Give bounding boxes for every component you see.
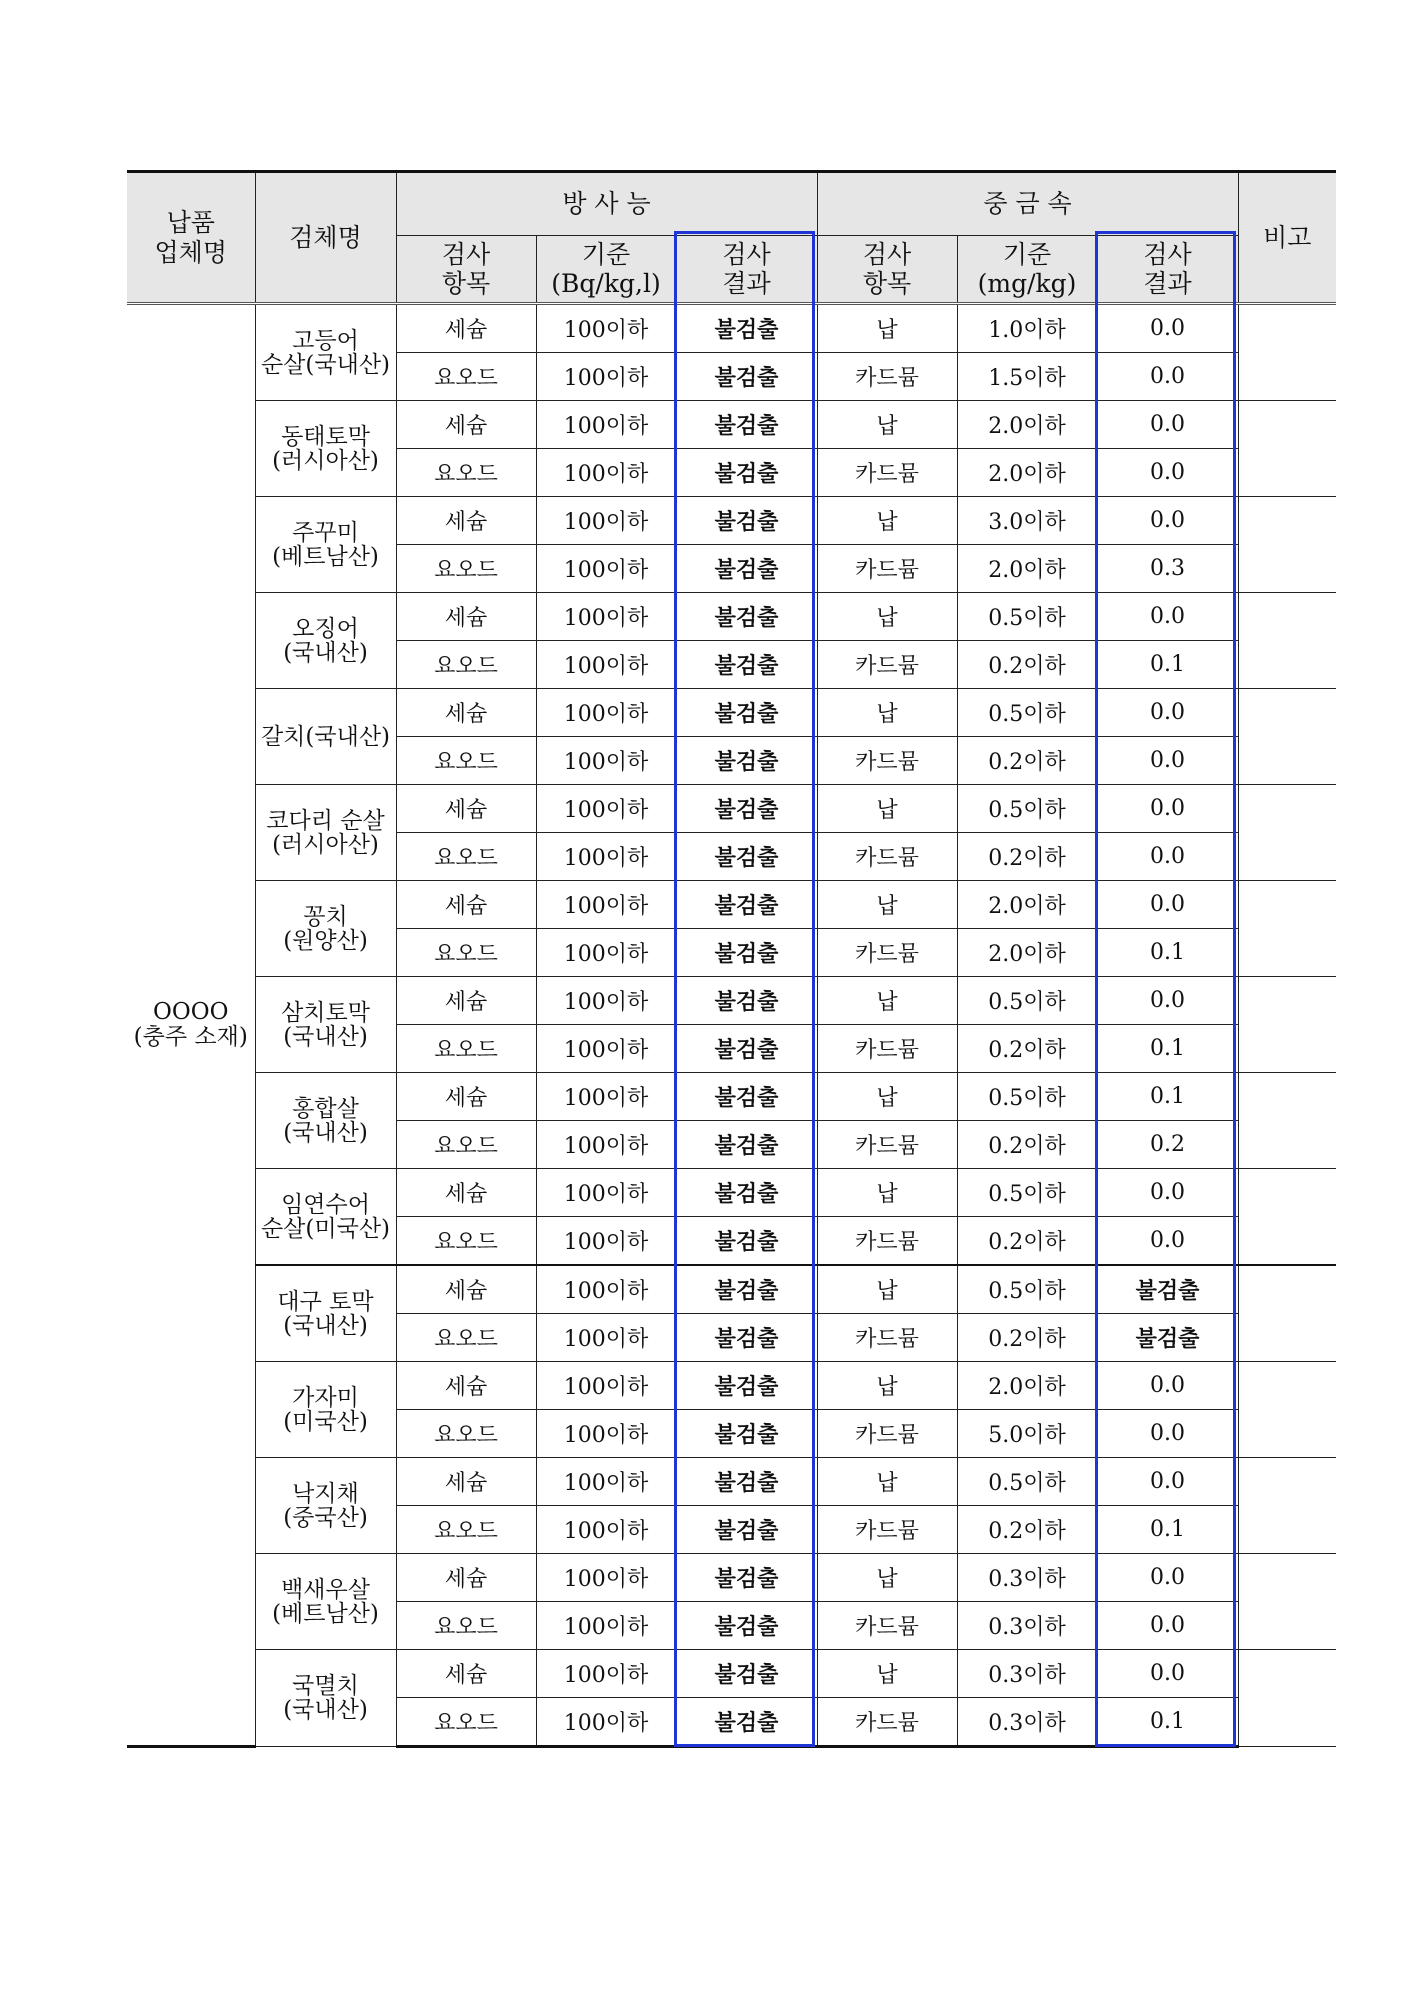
metal-result-cell: 0.0 xyxy=(1097,1602,1238,1650)
rad-item-cell: 요오드 xyxy=(396,833,536,881)
table-row xyxy=(127,881,1336,929)
rad-result-cell: 불검출 xyxy=(676,1169,817,1217)
metal-result-cell: 0.0 xyxy=(1097,881,1238,929)
sample-name-cell: 고등어 순살(국내산) xyxy=(255,304,396,401)
header-note: 비고 xyxy=(1238,172,1336,304)
sample-name-cell: 대구 토막 (국내산) xyxy=(255,1265,396,1362)
rad-standard-cell: 100이하 xyxy=(536,1362,676,1410)
metal-result-cell: 0.0 xyxy=(1097,737,1238,785)
metal-item-cell: 납 xyxy=(817,977,957,1025)
metal-item-cell: 납 xyxy=(817,881,957,929)
metal-result-cell: 0.2 xyxy=(1097,1121,1238,1169)
rad-standard-cell: 100이하 xyxy=(536,1650,676,1698)
header-metal-item: 검사 항목 xyxy=(817,236,957,304)
metal-item-cell: 카드뮴 xyxy=(817,833,957,881)
rad-standard-cell: 100이하 xyxy=(536,929,676,977)
metal-result-cell: 0.0 xyxy=(1097,689,1238,737)
sample-name-cell: 백새우살 (베트남산) xyxy=(255,1554,396,1650)
metal-standard-cell: 2.0이하 xyxy=(957,929,1097,977)
table-row xyxy=(127,1650,1336,1698)
metal-item-cell: 카드뮴 xyxy=(817,1698,957,1747)
metal-standard-cell: 0.2이하 xyxy=(957,1121,1097,1169)
metal-result-cell: 0.0 xyxy=(1097,785,1238,833)
metal-item-cell: 카드뮴 xyxy=(817,1121,957,1169)
rad-standard-cell: 100이하 xyxy=(536,304,676,353)
sample-name-cell: 삼치토막 (국내산) xyxy=(255,977,396,1073)
sample-name-cell: 홍합살 (국내산) xyxy=(255,1073,396,1169)
metal-result-cell: 0.0 xyxy=(1097,1410,1238,1458)
rad-result-cell: 불검출 xyxy=(676,1362,817,1410)
rad-result-cell: 불검출 xyxy=(676,304,817,353)
metal-standard-cell: 0.5이하 xyxy=(957,689,1097,737)
metal-result-cell: 불검출 xyxy=(1097,1314,1238,1362)
rad-result-cell: 불검출 xyxy=(676,641,817,689)
note-cell xyxy=(1238,593,1336,689)
metal-standard-cell: 0.3이하 xyxy=(957,1602,1097,1650)
metal-standard-cell: 2.0이하 xyxy=(957,1362,1097,1410)
metal-item-cell: 납 xyxy=(817,1554,957,1602)
note-cell xyxy=(1238,304,1336,401)
metal-standard-cell: 0.5이하 xyxy=(957,593,1097,641)
table-row xyxy=(127,1362,1336,1410)
rad-standard-cell: 100이하 xyxy=(536,737,676,785)
note-cell xyxy=(1238,1650,1336,1747)
rad-standard-cell: 100이하 xyxy=(536,1314,676,1362)
rad-standard-cell: 100이하 xyxy=(536,641,676,689)
metal-standard-cell: 0.2이하 xyxy=(957,1314,1097,1362)
note-cell xyxy=(1238,497,1336,593)
rad-result-cell: 불검출 xyxy=(676,1073,817,1121)
rad-standard-cell: 100이하 xyxy=(536,785,676,833)
table-row xyxy=(127,689,1336,737)
rad-item-cell: 요오드 xyxy=(396,929,536,977)
rad-item-cell: 요오드 xyxy=(396,449,536,497)
table-row xyxy=(127,1458,1336,1506)
rad-result-cell: 불검출 xyxy=(676,545,817,593)
sample-name-cell: 주꾸미 (베트남산) xyxy=(255,497,396,593)
metal-item-cell: 카드뮴 xyxy=(817,1025,957,1073)
rad-standard-cell: 100이하 xyxy=(536,1025,676,1073)
header-sample: 검체명 xyxy=(255,172,396,304)
company-cell: OOOO (충주 소재) xyxy=(127,304,255,1747)
note-cell xyxy=(1238,977,1336,1073)
table-row xyxy=(127,785,1336,833)
metal-standard-cell: 0.2이하 xyxy=(957,737,1097,785)
rad-item-cell: 요오드 xyxy=(396,1217,536,1266)
metal-result-cell: 0.0 xyxy=(1097,401,1238,449)
metal-item-cell: 납 xyxy=(817,1169,957,1217)
rad-result-cell: 불검출 xyxy=(676,833,817,881)
metal-standard-cell: 0.2이하 xyxy=(957,1217,1097,1266)
metal-standard-cell: 0.5이하 xyxy=(957,785,1097,833)
rad-standard-cell: 100이하 xyxy=(536,1410,676,1458)
note-cell xyxy=(1238,1554,1336,1650)
note-cell xyxy=(1238,1458,1336,1554)
metal-item-cell: 납 xyxy=(817,1650,957,1698)
rad-item-cell: 세슘 xyxy=(396,1458,536,1506)
sample-name-cell: 가자미 (미국산) xyxy=(255,1362,396,1458)
metal-standard-cell: 0.5이하 xyxy=(957,1169,1097,1217)
rad-item-cell: 요오드 xyxy=(396,545,536,593)
metal-standard-cell: 0.3이하 xyxy=(957,1554,1097,1602)
rad-standard-cell: 100이하 xyxy=(536,881,676,929)
rad-item-cell: 세슘 xyxy=(396,1554,536,1602)
rad-result-cell: 불검출 xyxy=(676,1314,817,1362)
rad-result-cell: 불검출 xyxy=(676,1458,817,1506)
rad-result-cell: 불검출 xyxy=(676,737,817,785)
metal-standard-cell: 0.5이하 xyxy=(957,1073,1097,1121)
rad-standard-cell: 100이하 xyxy=(536,449,676,497)
rad-item-cell: 요오드 xyxy=(396,1410,536,1458)
rad-item-cell: 세슘 xyxy=(396,304,536,353)
metal-standard-cell: 0.5이하 xyxy=(957,1458,1097,1506)
rad-result-cell: 불검출 xyxy=(676,1506,817,1554)
sample-name-cell: 갈치(국내산) xyxy=(255,689,396,785)
rad-item-cell: 요오드 xyxy=(396,1506,536,1554)
sample-name-cell: 낙지채 (중국산) xyxy=(255,1458,396,1554)
rad-standard-cell: 100이하 xyxy=(536,689,676,737)
metal-result-cell: 0.0 xyxy=(1097,497,1238,545)
table-row xyxy=(127,1554,1336,1602)
metal-standard-cell: 2.0이하 xyxy=(957,449,1097,497)
sample-name-cell: 코다리 순살 (러시아산) xyxy=(255,785,396,881)
metal-item-cell: 카드뮴 xyxy=(817,641,957,689)
rad-item-cell: 세슘 xyxy=(396,1169,536,1217)
rad-standard-cell: 100이하 xyxy=(536,545,676,593)
metal-result-cell: 0.0 xyxy=(1097,593,1238,641)
metal-result-cell: 0.1 xyxy=(1097,641,1238,689)
metal-standard-cell: 2.0이하 xyxy=(957,401,1097,449)
metal-item-cell: 카드뮴 xyxy=(817,545,957,593)
rad-result-cell: 불검출 xyxy=(676,1410,817,1458)
rad-result-cell: 불검출 xyxy=(676,1698,817,1747)
rad-item-cell: 세슘 xyxy=(396,497,536,545)
rad-item-cell: 요오드 xyxy=(396,353,536,401)
rad-item-cell: 세슘 xyxy=(396,1073,536,1121)
metal-item-cell: 카드뮴 xyxy=(817,449,957,497)
table-row xyxy=(127,1169,1336,1217)
rad-item-cell: 세슘 xyxy=(396,881,536,929)
metal-item-cell: 카드뮴 xyxy=(817,353,957,401)
metal-result-cell: 0.0 xyxy=(1097,1217,1238,1266)
rad-standard-cell: 100이하 xyxy=(536,1506,676,1554)
rad-standard-cell: 100이하 xyxy=(536,1073,676,1121)
sample-name-cell: 동태토막 (러시아산) xyxy=(255,401,396,497)
header-rad-result: 검사 결과 xyxy=(676,236,817,304)
rad-standard-cell: 100이하 xyxy=(536,1217,676,1266)
metal-standard-cell: 1.5이하 xyxy=(957,353,1097,401)
metal-result-cell: 0.0 xyxy=(1097,353,1238,401)
metal-item-cell: 카드뮴 xyxy=(817,1410,957,1458)
rad-standard-cell: 100이하 xyxy=(536,1121,676,1169)
metal-item-cell: 납 xyxy=(817,593,957,641)
metal-item-cell: 카드뮴 xyxy=(817,1314,957,1362)
note-cell xyxy=(1238,1265,1336,1362)
metal-item-cell: 납 xyxy=(817,401,957,449)
metal-standard-cell: 2.0이하 xyxy=(957,881,1097,929)
rad-item-cell: 세슘 xyxy=(396,401,536,449)
metal-result-cell: 불검출 xyxy=(1097,1265,1238,1314)
metal-standard-cell: 5.0이하 xyxy=(957,1410,1097,1458)
note-cell xyxy=(1238,689,1336,785)
table-row xyxy=(127,304,1336,353)
metal-standard-cell: 2.0이하 xyxy=(957,545,1097,593)
rad-result-cell: 불검출 xyxy=(676,1121,817,1169)
rad-item-cell: 요오드 xyxy=(396,1698,536,1747)
header-rad-standard: 기준 (Bq/kg,l) xyxy=(536,236,676,304)
metal-standard-cell: 0.5이하 xyxy=(957,1265,1097,1314)
note-cell xyxy=(1238,881,1336,977)
metal-standard-cell: 0.5이하 xyxy=(957,977,1097,1025)
metal-item-cell: 납 xyxy=(817,1458,957,1506)
rad-result-cell: 불검출 xyxy=(676,593,817,641)
rad-standard-cell: 100이하 xyxy=(536,497,676,545)
rad-standard-cell: 100이하 xyxy=(536,977,676,1025)
rad-standard-cell: 100이하 xyxy=(536,1554,676,1602)
metal-result-cell: 0.1 xyxy=(1097,1073,1238,1121)
metal-standard-cell: 0.2이하 xyxy=(957,833,1097,881)
metal-result-cell: 0.0 xyxy=(1097,1458,1238,1506)
header-rad-item: 검사 항목 xyxy=(396,236,536,304)
rad-standard-cell: 100이하 xyxy=(536,401,676,449)
rad-item-cell: 세슘 xyxy=(396,977,536,1025)
metal-result-cell: 0.0 xyxy=(1097,1650,1238,1698)
metal-item-cell: 납 xyxy=(817,689,957,737)
metal-item-cell: 카드뮴 xyxy=(817,1506,957,1554)
rad-result-cell: 불검출 xyxy=(676,689,817,737)
rad-result-cell: 불검출 xyxy=(676,977,817,1025)
sample-name-cell: 임연수어 순살(미국산) xyxy=(255,1169,396,1266)
metal-result-cell: 0.0 xyxy=(1097,1362,1238,1410)
header-metal-result: 검사 결과 xyxy=(1097,236,1238,304)
rad-result-cell: 불검출 xyxy=(676,449,817,497)
table-row xyxy=(127,401,1336,449)
metal-standard-cell: 0.3이하 xyxy=(957,1698,1097,1747)
metal-result-cell: 0.1 xyxy=(1097,1025,1238,1073)
metal-result-cell: 0.0 xyxy=(1097,449,1238,497)
table-body xyxy=(127,304,1336,1747)
rad-standard-cell: 100이하 xyxy=(536,1458,676,1506)
note-cell xyxy=(1238,401,1336,497)
metal-result-cell: 0.0 xyxy=(1097,833,1238,881)
metal-result-cell: 0.0 xyxy=(1097,977,1238,1025)
rad-item-cell: 요오드 xyxy=(396,641,536,689)
rad-item-cell: 요오드 xyxy=(396,1121,536,1169)
rad-standard-cell: 100이하 xyxy=(536,593,676,641)
rad-result-cell: 불검출 xyxy=(676,1554,817,1602)
metal-result-cell: 0.3 xyxy=(1097,545,1238,593)
metal-item-cell: 납 xyxy=(817,1073,957,1121)
metal-result-cell: 0.0 xyxy=(1097,1554,1238,1602)
rad-result-cell: 불검출 xyxy=(676,929,817,977)
rad-item-cell: 세슘 xyxy=(396,1362,536,1410)
note-cell xyxy=(1238,1073,1336,1169)
rad-standard-cell: 100이하 xyxy=(536,353,676,401)
rad-standard-cell: 100이하 xyxy=(536,1698,676,1747)
metal-item-cell: 카드뮴 xyxy=(817,737,957,785)
rad-result-cell: 불검출 xyxy=(676,1602,817,1650)
rad-item-cell: 세슘 xyxy=(396,593,536,641)
table-row xyxy=(127,593,1336,641)
table-row xyxy=(127,1265,1336,1314)
metal-standard-cell: 1.0이하 xyxy=(957,304,1097,353)
metal-standard-cell: 0.2이하 xyxy=(957,1025,1097,1073)
rad-result-cell: 불검출 xyxy=(676,1650,817,1698)
header-radiation: 방 사 능 xyxy=(396,172,817,236)
rad-result-cell: 불검출 xyxy=(676,881,817,929)
table-row xyxy=(127,1073,1336,1121)
metal-standard-cell: 3.0이하 xyxy=(957,497,1097,545)
metal-item-cell: 카드뮴 xyxy=(817,1217,957,1266)
metal-item-cell: 카드뮴 xyxy=(817,1602,957,1650)
rad-item-cell: 요오드 xyxy=(396,1314,536,1362)
rad-result-cell: 불검출 xyxy=(676,353,817,401)
metal-item-cell: 납 xyxy=(817,304,957,353)
metal-item-cell: 카드뮴 xyxy=(817,929,957,977)
rad-result-cell: 불검출 xyxy=(676,401,817,449)
metal-result-cell: 0.0 xyxy=(1097,1169,1238,1217)
sample-name-cell: 꽁치 (원양산) xyxy=(255,881,396,977)
rad-item-cell: 요오드 xyxy=(396,1602,536,1650)
metal-result-cell: 0.1 xyxy=(1097,1698,1238,1747)
rad-item-cell: 세슘 xyxy=(396,1650,536,1698)
table-row xyxy=(127,497,1336,545)
rad-item-cell: 요오드 xyxy=(396,737,536,785)
rad-result-cell: 불검출 xyxy=(676,1265,817,1314)
metal-standard-cell: 0.3이하 xyxy=(957,1650,1097,1698)
metal-result-cell: 0.1 xyxy=(1097,929,1238,977)
metal-item-cell: 납 xyxy=(817,785,957,833)
note-cell xyxy=(1238,1362,1336,1458)
sample-name-cell: 국멸치 (국내산) xyxy=(255,1650,396,1747)
metal-result-cell: 0.1 xyxy=(1097,1506,1238,1554)
rad-standard-cell: 100이하 xyxy=(536,833,676,881)
rad-result-cell: 불검출 xyxy=(676,1025,817,1073)
header-metal-standard: 기준 (mg/kg) xyxy=(957,236,1097,304)
rad-item-cell: 세슘 xyxy=(396,1265,536,1314)
sample-name-cell: 오징어 (국내산) xyxy=(255,593,396,689)
metal-standard-cell: 0.2이하 xyxy=(957,641,1097,689)
rad-item-cell: 세슘 xyxy=(396,689,536,737)
note-cell xyxy=(1238,785,1336,881)
rad-result-cell: 불검출 xyxy=(676,1217,817,1266)
rad-item-cell: 세슘 xyxy=(396,785,536,833)
header-company: 납품 업체명 xyxy=(127,172,255,304)
metal-result-cell: 0.0 xyxy=(1097,304,1238,353)
metal-item-cell: 납 xyxy=(817,1362,957,1410)
inspection-results-table xyxy=(127,170,1336,1748)
rad-item-cell: 요오드 xyxy=(396,1025,536,1073)
rad-standard-cell: 100이하 xyxy=(536,1602,676,1650)
table-row xyxy=(127,977,1336,1025)
note-cell xyxy=(1238,1169,1336,1266)
rad-result-cell: 불검출 xyxy=(676,497,817,545)
rad-result-cell: 불검출 xyxy=(676,785,817,833)
metal-item-cell: 납 xyxy=(817,1265,957,1314)
metal-item-cell: 납 xyxy=(817,497,957,545)
metal-standard-cell: 0.2이하 xyxy=(957,1506,1097,1554)
rad-standard-cell: 100이하 xyxy=(536,1169,676,1217)
rad-standard-cell: 100이하 xyxy=(536,1265,676,1314)
header-heavy-metals: 중 금 속 xyxy=(817,172,1238,236)
